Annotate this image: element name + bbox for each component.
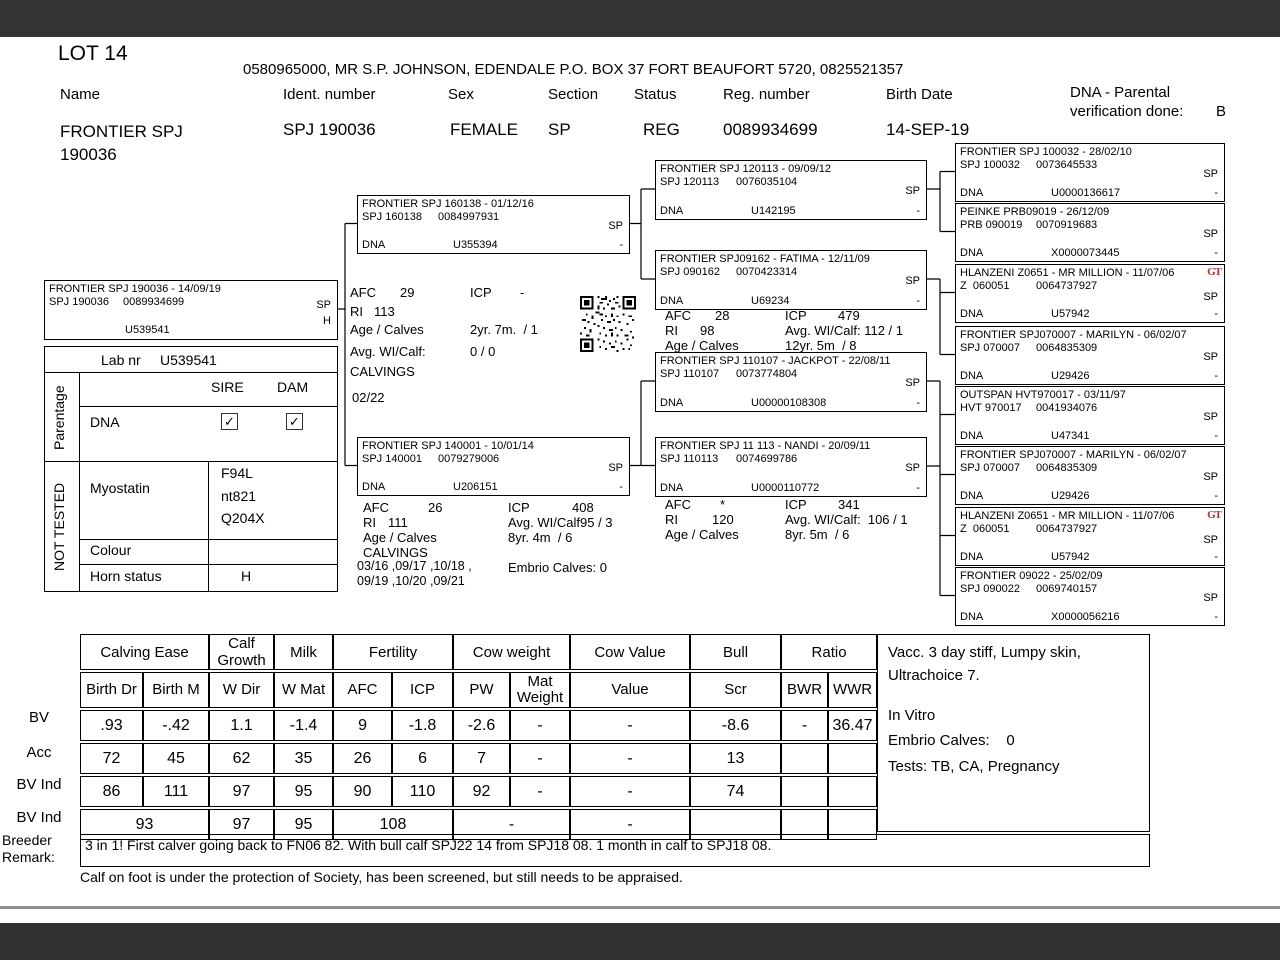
avg-wi-calf-label: Avg. WI/Calf: <box>350 344 426 359</box>
animal-id: SPJ 090162 <box>660 266 720 278</box>
group-ratio: Ratio <box>781 634 877 670</box>
group-milk: Milk <box>274 634 333 670</box>
section-code: SP <box>608 220 623 232</box>
pedigree-box-ggp8 <box>955 567 1225 626</box>
dash-marker: - <box>916 482 920 494</box>
section-code: SP <box>1203 168 1218 180</box>
table-cell: -2.6 <box>453 710 510 741</box>
icp-label: ICP <box>470 285 492 300</box>
calvings-label: CALVINGS <box>363 545 428 560</box>
animal-id: SPJ 110113 <box>660 453 719 465</box>
ri-label: RI <box>363 515 376 530</box>
table-cell: 9 <box>333 710 392 741</box>
afc-label: AFC <box>665 308 691 323</box>
age-calves-value: 8yr. 4m / 6 <box>508 530 573 545</box>
animal-id: SPJ 110107 <box>660 368 720 380</box>
dna-row-label: DNA <box>90 414 120 430</box>
row-label-bv: BV <box>28 709 49 726</box>
calvings-value: 02/22 <box>352 390 385 405</box>
status-value: REG <box>643 120 680 139</box>
myostatin-value-2: nt821 <box>221 488 257 504</box>
dash-marker: - <box>1214 611 1218 623</box>
table-cell: - <box>570 809 690 840</box>
ri-label: RI <box>665 512 678 527</box>
table-cell: -1.8 <box>392 710 453 741</box>
icp-label: ICP <box>785 497 807 512</box>
lab-nr-value: U539541 <box>160 352 217 368</box>
dna-verification-label-2: verification done: <box>1070 103 1184 120</box>
table-cell <box>781 776 828 807</box>
animal-name: FRONTIER SPJ 100032 - 28/02/10 <box>960 146 1132 158</box>
icp-label: ICP <box>785 308 807 323</box>
pedigree-box-ggp5 <box>955 386 1225 445</box>
ri-value: 120 <box>712 512 734 527</box>
animal-reg: 0076035104 <box>736 176 798 188</box>
section-code: SP <box>1203 534 1218 546</box>
dash-marker: - <box>1214 551 1218 563</box>
animal-id: SPJ 100032 <box>960 159 1020 171</box>
not-tested-section-label: NOT TESTED <box>51 482 67 572</box>
horn-code: H <box>323 315 331 327</box>
col-w-dir: W Dir <box>209 672 274 708</box>
group-fertility: Fertility <box>333 634 453 670</box>
table-cell: .93 <box>80 710 143 741</box>
dam-column-label: DAM <box>277 379 309 395</box>
icp-label: ICP <box>508 500 530 515</box>
table-cell <box>781 743 828 774</box>
dash-marker: - <box>1214 247 1218 259</box>
dash-marker: - <box>619 481 623 493</box>
dna-number: X0000073445 <box>1051 247 1120 259</box>
gt-brand-icon: GT <box>1207 266 1221 278</box>
pedigree-box-gp2 <box>655 250 927 310</box>
table-cell: 93 <box>80 809 209 840</box>
pedigree-box-dam <box>357 437 630 496</box>
age-calves-label: Age / Calves <box>350 322 424 337</box>
col-wwr: WWR <box>828 672 877 708</box>
table-cell: - <box>453 809 570 840</box>
ri-label: RI <box>350 304 363 319</box>
row-label-acc: Acc <box>26 744 52 761</box>
table-cell: 95 <box>274 809 333 840</box>
animal-name: FRONTIER SPJ 110107 - JACKPOT - 22/08/11 <box>660 355 891 367</box>
animal-reg: 0074699786 <box>736 453 798 465</box>
dash-marker: - <box>916 397 920 409</box>
dna-label: DNA <box>960 490 984 502</box>
table-cell <box>828 743 877 774</box>
col-value: Value <box>570 672 690 708</box>
section-code: SP <box>905 462 920 474</box>
breeder-remark-label-1: Breeder <box>2 832 52 848</box>
horn-status-value: H <box>241 568 252 584</box>
animal-name: OUTSPAN HVT970017 - 03/11/97 <box>960 389 1126 401</box>
animal-reg: 0089934699 <box>123 296 185 308</box>
vaccination-note: Vacc. 3 day stiff, Lumpy skin, Ultrachoice 7. <box>888 644 1081 684</box>
table-cell: 26 <box>333 743 392 774</box>
horn-status-label: Horn status <box>90 568 162 584</box>
pedigree-box-ggp3 <box>955 264 1225 323</box>
section-code: SP <box>1203 351 1218 363</box>
table-cell: 7 <box>453 743 510 774</box>
animal-id: SPJ 090022 <box>960 583 1020 595</box>
dna-number: U47341 <box>1051 430 1090 442</box>
animal-name: FRONTIER SPJ 160138 - 01/12/16 <box>362 198 534 210</box>
avg-wi-calf-line: Avg. WI/Calf: 112 / 1 <box>785 323 904 338</box>
dash-marker: - <box>1214 490 1218 502</box>
dna-number: U0000136617 <box>1051 187 1121 199</box>
group-bull: Bull <box>690 634 781 670</box>
col-afc: AFC <box>333 672 392 708</box>
dna-number: U00000108308 <box>751 397 827 409</box>
table-cell: - <box>510 743 570 774</box>
animal-reg: 0073774804 <box>736 368 798 380</box>
dna-number: U206151 <box>453 481 498 493</box>
ri-value: 113 <box>374 304 395 319</box>
icp-value: 341 <box>838 497 860 512</box>
section-code: SP <box>1203 592 1218 604</box>
afc-value: 29 <box>400 285 415 300</box>
section-code: SP <box>1203 228 1218 240</box>
dna-label: DNA <box>960 430 984 442</box>
dna-label: DNA <box>362 239 386 251</box>
animal-id: SPJ 160138 <box>362 211 422 223</box>
table-cell: 110 <box>392 776 453 807</box>
dna-label: DNA <box>660 482 684 494</box>
icp-value: 479 <box>838 308 860 323</box>
dna-number: U29426 <box>1051 490 1090 502</box>
table-cell: 97 <box>209 809 274 840</box>
icp-value: - <box>520 285 525 300</box>
col-pw: PW <box>453 672 510 708</box>
col-mat-weight: Mat Weight <box>510 672 570 708</box>
animal-reg: 0070423314 <box>736 266 798 278</box>
section-code: SP <box>608 462 623 474</box>
animal-id: SPJ 070007 <box>960 462 1020 474</box>
dna-label: DNA <box>960 370 984 382</box>
dna-label: DNA <box>960 308 984 320</box>
dna-number: U57942 <box>1051 308 1090 320</box>
animal-name: PEINKE PRB09019 - 26/12/09 <box>960 206 1110 218</box>
section-code: SP <box>905 185 920 197</box>
section-code: SP <box>905 377 920 389</box>
col-bwr: BWR <box>781 672 828 708</box>
avg-wi-calf-line: Avg. WI/Calf95 / 3 <box>508 515 613 530</box>
dna-label: DNA <box>660 295 684 307</box>
age-calves-value: 2yr. 7m. / 1 <box>470 322 538 337</box>
age-calves-value: 12yr. 5m / 8 <box>785 338 857 353</box>
parentage-section-label: Parentage <box>51 385 67 451</box>
sire-column-label: SIRE <box>211 379 244 395</box>
table-cell: 74 <box>690 776 781 807</box>
animal-name: FRONTIER SPJ070007 - MARILYN - 06/02/07 <box>960 449 1187 461</box>
dna-label: DNA <box>362 481 386 493</box>
reg-value: 0089934699 <box>723 120 818 139</box>
ident-value: SPJ 190036 <box>283 120 376 139</box>
dash-marker: - <box>916 295 920 307</box>
table-cell: 92 <box>453 776 510 807</box>
calvings-label: CALVINGS <box>350 364 415 379</box>
afc-value: 28 <box>715 308 730 323</box>
col-birth-dr: Birth Dr <box>80 672 143 708</box>
pedigree-box-ggp7 <box>955 507 1225 566</box>
health-notes-box <box>877 634 1150 832</box>
animal-id: SPJ 070007 <box>960 342 1020 354</box>
pedigree-box-ggp2 <box>955 203 1225 262</box>
ri-value: 98 <box>700 323 715 338</box>
table-cell: 72 <box>80 743 143 774</box>
dna-label: DNA <box>960 187 984 199</box>
dash-marker: - <box>619 239 623 251</box>
society-footer-note: Calf on foot is under the protection of Society, has been screened, but still needs to be appraised. <box>80 869 683 885</box>
ident-label: Ident. number <box>283 86 376 103</box>
table-cell: - <box>570 776 690 807</box>
animal-id: SPJ 120113 <box>660 176 720 188</box>
animal-id: HVT 970017 <box>960 402 1022 414</box>
table-cell <box>828 776 877 807</box>
name-label: Name <box>60 86 101 103</box>
afc-label: AFC <box>363 500 389 515</box>
icp-value: 408 <box>572 500 594 515</box>
age-calves-value: 8yr. 5m / 6 <box>785 527 850 542</box>
sex-label: Sex <box>448 86 474 103</box>
animal-reg: 0079279006 <box>438 453 500 465</box>
age-calves-label: Age / Calves <box>363 530 437 545</box>
calvings-dates-2: 09/19 ,10/20 ,09/21 <box>357 574 465 588</box>
table-cell: 108 <box>333 809 453 840</box>
animal-reg: 0073645533 <box>1036 159 1098 171</box>
animal-name: FRONTIER SPJ 190036 - 14/09/19 <box>49 283 221 295</box>
afc-label: AFC <box>665 497 691 512</box>
table-cell: -8.6 <box>690 710 781 741</box>
section-value: SP <box>548 120 571 139</box>
dna-number: U69234 <box>751 295 790 307</box>
table-cell: -.42 <box>143 710 209 741</box>
animal-name: HLANZENI Z0651 - MR MILLION - 11/07/06 <box>960 267 1175 279</box>
table-cell: - <box>570 710 690 741</box>
table-cell: - <box>781 710 828 741</box>
myostatin-value-3: Q204X <box>221 510 265 526</box>
table-cell: 95 <box>274 776 333 807</box>
colour-label: Colour <box>90 542 132 558</box>
col-icp: ICP <box>392 672 453 708</box>
tests-note: Tests: TB, CA, Pregnancy <box>888 758 1060 775</box>
age-calves-label: Age / Calves <box>665 338 739 353</box>
lot-title: LOT 14 <box>58 42 128 65</box>
animal-reg: 0064737927 <box>1036 523 1098 535</box>
table-cell: 97 <box>209 776 274 807</box>
dna-label: DNA <box>960 551 984 563</box>
table-cell: 1.1 <box>209 710 274 741</box>
row-label-bvind: BV Ind <box>16 776 62 793</box>
col-scr: Scr <box>690 672 781 708</box>
row-label-bvind2: BV Ind <box>16 809 62 826</box>
afc-label: AFC <box>350 285 376 300</box>
ri-label: RI <box>665 323 678 338</box>
dash-marker: - <box>916 205 920 217</box>
animal-reg: 0070919683 <box>1036 219 1098 231</box>
sex-value: FEMALE <box>450 120 519 139</box>
animal-id: Z 060051 <box>960 280 1010 292</box>
pedigree-box-gp4 <box>655 437 927 497</box>
calvings-dates-1: 03/16 ,09/17 ,10/18 , <box>357 559 472 573</box>
pedigree-box-gp3 <box>655 352 927 412</box>
sire-dna-checkbox: ✓ <box>221 413 238 430</box>
gt-brand-icon: GT <box>1207 509 1221 521</box>
breeder-remark-text: 3 in 1! First calver going back to FN06 82. With bull calf SPJ22 14 from SPJ18 08. 1 month in calf to SPJ18 08. <box>85 837 772 853</box>
myostatin-label: Myostatin <box>90 480 150 496</box>
dna-verification-label-1: DNA - Parental <box>1070 84 1171 101</box>
lab-nr-label: Lab nr <box>101 352 141 368</box>
section-code: SP <box>1203 291 1218 303</box>
group-calf-growth: Calf Growth <box>209 634 274 670</box>
in-vitro-note: In Vitro <box>888 707 936 724</box>
section-code: SP <box>905 275 920 287</box>
breeder-remark-box <box>80 834 1150 867</box>
col-birth-m: Birth M <box>143 672 209 708</box>
age-calves-label: Age / Calves <box>665 527 739 542</box>
table-cell: - <box>570 743 690 774</box>
animal-reg: 0064737927 <box>1036 280 1098 292</box>
dna-number: U142195 <box>751 205 796 217</box>
animal-name: FRONTIER SPJ09162 - FATIMA - 12/11/09 <box>660 253 870 265</box>
dna-number: U57942 <box>1051 551 1090 563</box>
dash-marker: - <box>1214 308 1218 320</box>
pedigree-box-ggp1 <box>955 143 1225 202</box>
pedigree-box-ggp4 <box>955 326 1225 385</box>
qr-code <box>580 296 636 352</box>
status-label: Status <box>634 86 677 103</box>
table-cell: 35 <box>274 743 333 774</box>
dna-label: DNA <box>960 611 984 623</box>
table-cell: 13 <box>690 743 781 774</box>
section-label: Section <box>548 86 599 103</box>
animal-name: HLANZENI Z0651 - MR MILLION - 11/07/06 <box>960 510 1175 522</box>
table-cell: 62 <box>209 743 274 774</box>
lab-number: U539541 <box>125 324 170 336</box>
animal-reg: 0064835309 <box>1036 462 1098 474</box>
animal-name: FRONTIER SPJ070007 - MARILYN - 06/02/07 <box>960 329 1187 341</box>
myostatin-value-1: F94L <box>221 465 253 481</box>
dna-verification-value: B <box>1216 103 1227 120</box>
table-cell: - <box>510 776 570 807</box>
col-w-mat: W Mat <box>274 672 333 708</box>
breeder-remark-label-2: Remark: <box>2 849 55 865</box>
table-cell: - <box>510 710 570 741</box>
table-cell: 111 <box>143 776 209 807</box>
group-cow-value: Cow Value <box>570 634 690 670</box>
animal-reg: 0084997931 <box>438 211 500 223</box>
table-cell: 45 <box>143 743 209 774</box>
table-cell: -1.4 <box>274 710 333 741</box>
avg-wi-calf-value: 0 / 0 <box>470 344 496 359</box>
owner-line: 0580965000, MR S.P. JOHNSON, EDENDALE P.O. BOX 37 FORT BEAUFORT 5720, 0825521357 <box>243 61 904 78</box>
animal-id: SPJ 140001 <box>362 453 422 465</box>
dash-marker: - <box>1214 370 1218 382</box>
breeding-values-table <box>80 632 877 842</box>
pedigree-box-gp1 <box>655 160 927 220</box>
dash-marker: - <box>1214 187 1218 199</box>
group-calving-ease: Calving Ease <box>80 634 209 670</box>
dash-marker: - <box>1214 430 1218 442</box>
dna-label: DNA <box>660 205 684 217</box>
pedigree-box-ggp6 <box>955 446 1225 505</box>
dna-number: U355394 <box>453 239 498 251</box>
name-value: FRONTIER SPJ 190036 <box>60 122 183 164</box>
animal-name: FRONTIER SPJ 140001 - 10/01/14 <box>362 440 534 452</box>
animal-name: FRONTIER SPJ 11 113 - NANDI - 20/09/11 <box>660 440 871 452</box>
pedigree-box-subject <box>44 280 338 340</box>
group-cow-weight: Cow weight <box>453 634 570 670</box>
animal-id: PRB 090019 <box>960 219 1023 231</box>
table-cell: 36.47 <box>828 710 877 741</box>
dna-label: DNA <box>660 397 684 409</box>
table-cell: 86 <box>80 776 143 807</box>
avg-wi-calf-line: Avg. WI/Calf: 106 / 1 <box>785 512 908 527</box>
dna-label: DNA <box>960 247 984 259</box>
section-code: SP <box>316 299 331 311</box>
dam-dna-checkbox: ✓ <box>286 413 303 430</box>
animal-id: SPJ 190036 <box>49 296 109 308</box>
embrio-calves-note: Embrio Calves: 0 <box>888 732 1015 749</box>
animal-reg: 0064835309 <box>1036 342 1098 354</box>
birth-value: 14-SEP-19 <box>886 120 970 139</box>
pedigree-box-sire <box>357 195 630 254</box>
animal-id: Z 060051 <box>960 523 1010 535</box>
ri-value: 111 <box>388 515 408 530</box>
dna-number: U0000110772 <box>751 482 820 494</box>
animal-name: FRONTIER SPJ 120113 - 09/09/12 <box>660 163 831 175</box>
section-code: SP <box>1203 411 1218 423</box>
birth-label: Birth Date <box>886 86 953 103</box>
afc-value: * <box>720 497 726 512</box>
animal-reg: 0041934076 <box>1036 402 1098 414</box>
section-code: SP <box>1203 471 1218 483</box>
table-cell: 6 <box>392 743 453 774</box>
table-cell: 90 <box>333 776 392 807</box>
afc-value: 26 <box>428 500 443 515</box>
reg-label: Reg. number <box>723 86 810 103</box>
dna-number: U29426 <box>1051 370 1090 382</box>
animal-name: FRONTIER 09022 - 25/02/09 <box>960 570 1103 582</box>
lab-test-table <box>44 346 338 592</box>
animal-reg: 0069740157 <box>1036 583 1098 595</box>
embrio-calves: Embrio Calves: 0 <box>508 560 607 575</box>
dna-number: X0000056216 <box>1051 611 1120 623</box>
